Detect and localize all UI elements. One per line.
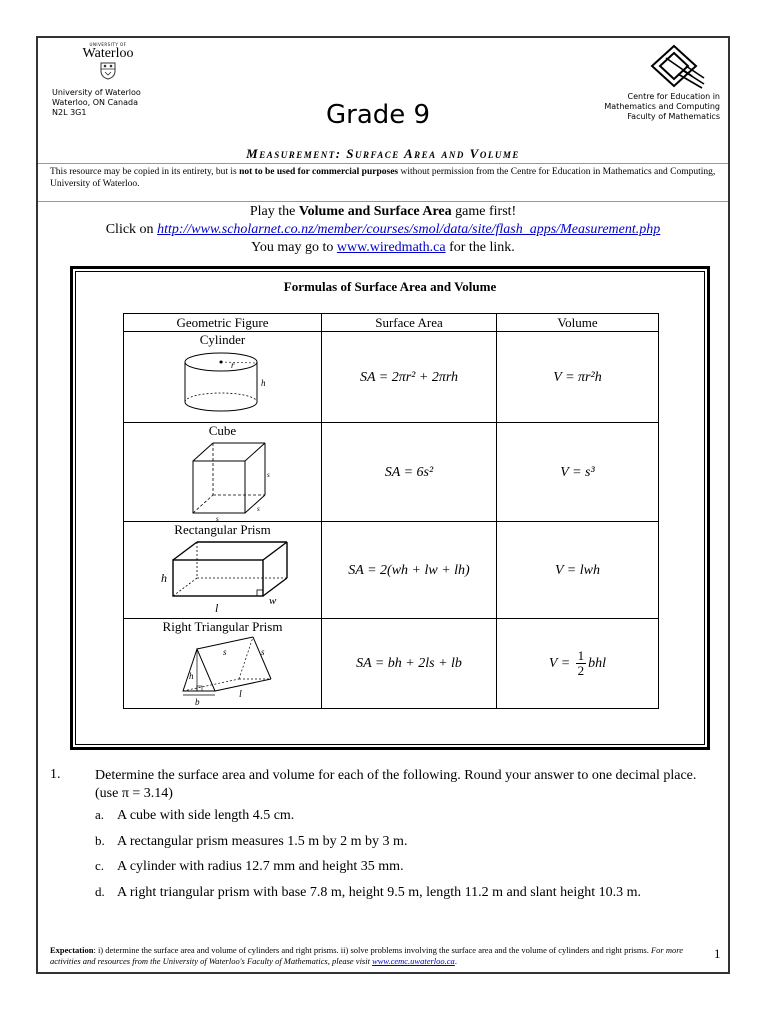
- table-row: [124, 332, 659, 423]
- v-cell-rect-prism: [497, 522, 659, 619]
- question-part-b: [95, 833, 407, 850]
- may-pre: You may go to: [251, 240, 337, 255]
- part-c-letter: c.: [95, 858, 105, 873]
- v-tri-denominator: 2: [577, 663, 585, 678]
- v-cell-cube: [497, 423, 659, 522]
- copyright-bold: not to be used for commercial purposes: [239, 167, 399, 177]
- sa-cell-rect-prism: [322, 522, 497, 619]
- may-line: [38, 240, 728, 256]
- cylinder-diagram-icon: [173, 348, 273, 416]
- part-c-text: A cylinder with radius 12.7 mm and height 35 mm.: [117, 859, 404, 874]
- cemc-address: [604, 92, 720, 122]
- figure-cell-tri-prism: [124, 619, 322, 709]
- v-cell-tri-prism: [497, 619, 659, 709]
- play-line: [38, 204, 728, 220]
- sa-formula-cube: SA = 6s²: [384, 464, 434, 480]
- v-cell-cylinder: [497, 332, 659, 423]
- sa-formula-cylinder: SA = 2πr² + 2πrh: [359, 369, 459, 385]
- cylinder-label-h: h: [260, 378, 265, 388]
- sa-formula-tri-prism: SA = bh + 2ls + lb: [356, 656, 462, 671]
- v-tri-pre: V =: [548, 655, 574, 671]
- cube-label-s-depth: s: [256, 505, 260, 513]
- part-d-text: A right triangular prism with base 7.8 m, height 9.5 m, length 11.2 m and slant height 10.3 m.: [117, 885, 642, 900]
- uw-address-line-1: University of Waterloo: [52, 88, 141, 97]
- table-row: [124, 619, 659, 709]
- play-post: game first!: [451, 204, 517, 219]
- part-b-text: A rectangular prism measures 1.5 m by 2 m by 3 m.: [117, 834, 408, 849]
- question-text: Determine the surface area and volume for each of the following. Round your answer to one decimal place. (use π = 3.14): [95, 768, 697, 801]
- tri-prism-label-s2: s: [260, 647, 265, 657]
- question-part-d: [95, 884, 641, 901]
- tri-prism-label-s1: s: [222, 647, 227, 657]
- uw-logo-small-text: UNIVERSITY OF: [89, 42, 127, 47]
- uw-address-line-2: Waterloo, ON Canada: [52, 98, 139, 107]
- figure-cell-cube: [124, 423, 322, 522]
- triangular-prism-diagram-icon: [163, 635, 283, 707]
- tri-prism-label-b: b: [194, 697, 199, 707]
- cemc-address-line-1: Centre for Education in: [627, 92, 720, 101]
- header-volume: Volume: [497, 314, 659, 332]
- part-b-letter: b.: [95, 833, 105, 848]
- figure-name-rect-prism: Rectangular Prism: [174, 522, 271, 537]
- figure-cell-cylinder: [124, 332, 322, 423]
- v-formula-rect-prism: V = lwh: [555, 562, 600, 578]
- cemc-logo-icon: [648, 44, 706, 90]
- rect-prism-label-h: h: [160, 571, 167, 585]
- uw-logo-word: Waterloo: [82, 46, 134, 61]
- header-surface-area: Surface Area: [322, 314, 497, 332]
- part-d-letter: d.: [95, 884, 105, 899]
- question-part-a: [95, 807, 294, 824]
- copyright-pre: This resource may be copied in its entirety, but is: [50, 167, 240, 177]
- table-row: [124, 522, 659, 619]
- rect-prism-label-l: l: [214, 601, 218, 615]
- cemc-link[interactable]: www.cemc.uwaterloo.ca: [372, 956, 455, 966]
- page-title: Grade 9: [326, 100, 431, 130]
- question-part-c: [95, 858, 404, 875]
- page-number: 1: [714, 946, 721, 961]
- cube-diagram-icon: [173, 439, 273, 521]
- rectangular-prism-diagram-icon: [153, 538, 293, 616]
- copyright-post: without permission from the Centre for Education in Mathematics and Computing, University of Waterloo.: [50, 167, 716, 189]
- footer-end: .: [454, 956, 457, 966]
- v-tri-post: bhl: [588, 655, 607, 671]
- v-tri-numerator: 1: [577, 648, 585, 663]
- figure-cell-rect-prism: [124, 522, 322, 619]
- figure-name-cylinder: Cylinder: [199, 332, 246, 347]
- table-row: [124, 423, 659, 522]
- copyright-rule: [38, 201, 728, 202]
- sa-formula-rect-prism: SA = 2(wh + lw + lh): [348, 562, 470, 578]
- header-figure: Geometric Figure: [124, 314, 322, 332]
- sa-cell-tri-prism: [322, 619, 497, 709]
- formulas-table: [123, 313, 659, 709]
- subject-rule: [38, 163, 728, 164]
- part-a-letter: a.: [95, 807, 105, 822]
- play-pre: Play the: [249, 204, 299, 219]
- tri-prism-label-l: l: [238, 689, 242, 700]
- table-header-row: [124, 314, 659, 332]
- figure-name-cube: Cube: [208, 423, 237, 438]
- sa-cell-cylinder: [322, 332, 497, 423]
- more-resources-text: For more activities and resources from the University of Waterloo's Faculty of Mathematics, please visit: [50, 945, 684, 966]
- cube-label-s-bottom: s: [215, 515, 219, 521]
- expectation-text: : i) determine the surface area and volume of cylinders and right prisms. ii) solve problems involving the surface area and the volume of cylinders and right prisms.: [93, 945, 651, 955]
- v-formula-tri-prism: [549, 649, 606, 678]
- click-pre: Click on: [105, 222, 158, 237]
- wiredmath-link[interactable]: www.wiredmath.ca: [336, 240, 446, 255]
- part-a-text: A cube with side length 4.5 cm.: [117, 808, 295, 823]
- uw-logo: [78, 42, 138, 80]
- cemc-address-line-2: Mathematics and Computing: [604, 102, 720, 111]
- play-game-name: Volume and Surface Area: [298, 204, 452, 219]
- sa-cell-cube: [322, 423, 497, 522]
- copyright-notice: [50, 166, 720, 190]
- click-line: [38, 222, 728, 238]
- footer-expectation: [50, 945, 695, 967]
- uw-crest-icon: [100, 62, 116, 80]
- rect-prism-label-w: w: [268, 595, 276, 607]
- question-number: 1.: [50, 767, 61, 782]
- cemc-address-line-3: Faculty of Mathematics: [627, 112, 720, 121]
- uw-address-line-3: N2L 3G1: [52, 108, 87, 117]
- subject-heading: Measurement: Surface Area and Volume: [246, 146, 520, 161]
- tri-prism-label-h: h: [188, 671, 193, 681]
- uw-address: [52, 88, 141, 118]
- may-post: for the link.: [445, 240, 515, 255]
- v-formula-cylinder: V = πr²h: [553, 369, 602, 385]
- expectation-label: Expectation: [50, 945, 94, 955]
- cube-label-s-right: s: [266, 471, 270, 479]
- v-formula-cube: V = s³: [560, 464, 595, 480]
- figure-name-tri-prism: Right Triangular Prism: [162, 619, 283, 634]
- cylinder-label-r: r: [230, 360, 235, 370]
- formula-box-title: Formulas of Surface Area and Volume: [283, 279, 497, 294]
- scholarnet-link[interactable]: http://www.scholarnet.co.nz/member/courses/smol/data/site/flash_apps/Measurement.php: [157, 222, 661, 237]
- v-tri-fraction: [576, 649, 587, 678]
